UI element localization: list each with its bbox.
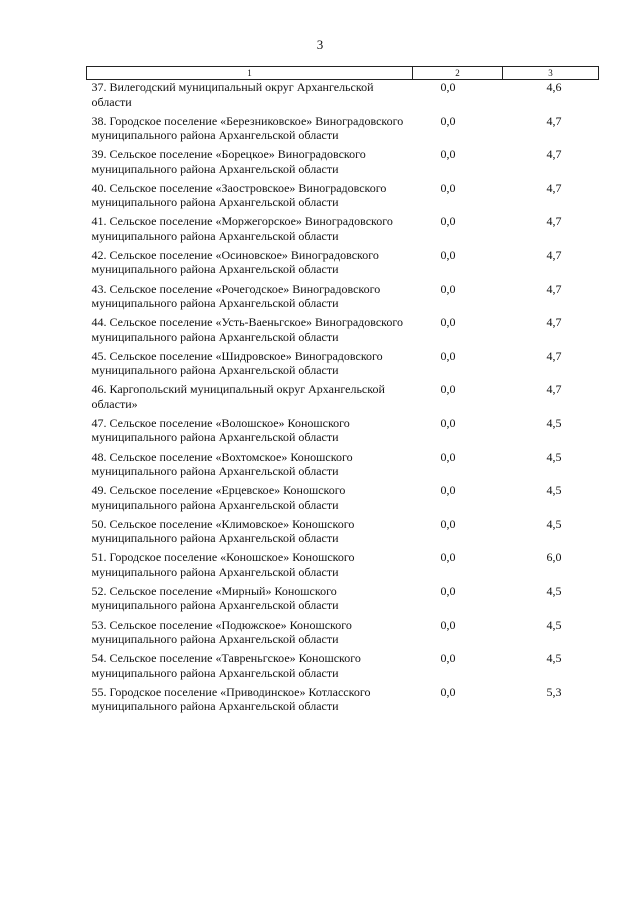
municipality-name-cell: 43. Сельское поселение «Рочегодское» Виноградовского муниципального района Архангельской области — [91, 281, 381, 311]
column-2-value-cell: 0,0 — [440, 415, 456, 430]
column-3-value-cell: 4,7 — [546, 247, 562, 262]
column-2-value-cell: 0,0 — [440, 583, 456, 598]
column-2-value-cell: 0,0 — [440, 348, 456, 363]
municipality-name-cell: 42. Сельское поселение «Осиновское» Виноградовского муниципального района Архангельской области — [91, 247, 379, 277]
table-row — [87, 349, 599, 383]
column-3-value-cell: 4,5 — [546, 449, 562, 464]
column-2-value-cell: 0,0 — [440, 113, 456, 128]
table-row — [87, 416, 599, 450]
column-2-value-cell: 0,0 — [440, 247, 456, 262]
table-row — [87, 685, 599, 719]
column-3-value-cell: 4,5 — [546, 516, 562, 531]
column-2-value-cell: 0,0 — [440, 315, 456, 330]
page-number: 3 — [316, 37, 324, 52]
municipality-name-cell: 46. Каргопольский муниципальный округ Архангельской области» — [91, 382, 385, 411]
table-row — [87, 550, 599, 584]
column-3-value-cell: 4,5 — [546, 617, 562, 632]
column-2-value-cell: 0,0 — [440, 684, 456, 699]
column-3-value-cell: 4,7 — [546, 180, 562, 195]
table-row — [87, 382, 599, 416]
column-3-value-cell: 4,7 — [546, 113, 562, 128]
municipality-name-cell: 52. Сельское поселение «Мирный» Коношского муниципального района Архангельской области — [91, 583, 339, 613]
column-2-value-cell: 0,0 — [440, 483, 456, 498]
data-table-container — [86, 66, 598, 718]
municipality-name-cell: 40. Сельское поселение «Заостровское» Виноградовского муниципального района Архангельской области — [91, 180, 387, 210]
column-3-value-cell: 4,7 — [546, 147, 562, 162]
municipality-name-cell: 48. Сельское поселение «Вохтомское» Коношского муниципального района Архангельской области — [91, 449, 353, 479]
column-2-value-cell: 0,0 — [440, 449, 456, 464]
municipality-name-cell: 47. Сельское поселение «Волошское» Коношского муниципального района Архангельской области — [91, 415, 350, 445]
municipality-name-cell: 37. Вилегодский муниципальный округ Архангельской области — [91, 80, 374, 109]
column-3-value-cell: 4,5 — [546, 483, 562, 498]
table-row — [87, 517, 599, 551]
table-row — [87, 114, 599, 148]
column-header-3: 3 — [503, 67, 599, 80]
municipality-name-cell: 45. Сельское поселение «Шидровское» Виноградовского муниципального района Архангельской области — [91, 348, 383, 378]
municipality-name-cell: 50. Сельское поселение «Климовское» Коношского муниципального района Архангельской области — [91, 516, 355, 546]
column-3-value-cell: 4,7 — [546, 348, 562, 363]
column-2-value-cell: 0,0 — [440, 214, 456, 229]
column-header-1: 1 — [87, 67, 413, 80]
column-2-value-cell: 0,0 — [440, 382, 456, 397]
column-2-value-cell: 0,0 — [440, 147, 456, 162]
column-3-value-cell: 4,7 — [546, 214, 562, 229]
municipality-name-cell: 55. Городское поселение «Приводинское» Котласского муниципального района Архангельской области — [91, 684, 371, 714]
table-row — [87, 80, 599, 114]
municipality-name-cell: 41. Сельское поселение «Моржегорское» Виноградовского муниципального района Архангельской области — [91, 214, 393, 243]
table-row — [87, 147, 599, 181]
column-3-value-cell: 4,5 — [546, 651, 562, 666]
municipality-name-cell: 49. Сельское поселение «Ерцевское» Коношского муниципального района Архангельской области — [91, 483, 346, 512]
table-row — [87, 483, 599, 517]
table-row — [87, 181, 599, 215]
municipality-name-cell: 54. Сельское поселение «Тавреньгское» Коношского муниципального района Архангельской области — [91, 651, 361, 680]
municipality-name-cell: 51. Городское поселение «Коношское» Коношского муниципального района Архангельской области — [91, 550, 355, 579]
column-2-value-cell: 0,0 — [440, 281, 456, 296]
column-2-value-cell: 0,0 — [440, 516, 456, 531]
table-header-row — [87, 67, 599, 80]
column-3-value-cell: 4,5 — [546, 415, 562, 430]
table-row — [87, 282, 599, 316]
column-2-value-cell: 0,0 — [440, 550, 456, 565]
municipality-name-cell: 38. Городское поселение «Березниковское» Виноградовского муниципального района Архангельской области — [91, 113, 404, 143]
column-3-value-cell: 6,0 — [546, 550, 562, 565]
municipality-name-cell: 44. Сельское поселение «Усть-Ваеньгское» Виноградовского муниципального района Архангельской области — [91, 315, 404, 344]
table-row — [87, 315, 599, 349]
column-2-value-cell: 0,0 — [440, 651, 456, 666]
column-2-value-cell: 0,0 — [440, 80, 456, 94]
column-2-value-cell: 0,0 — [440, 617, 456, 632]
column-3-value-cell: 4,6 — [546, 80, 562, 94]
column-3-value-cell: 4,5 — [546, 583, 562, 598]
municipality-name-cell: 53. Сельское поселение «Подюжское» Коношского муниципального района Архангельской области — [91, 617, 352, 646]
column-3-value-cell: 4,7 — [546, 382, 562, 397]
data-table — [86, 66, 599, 718]
table-header — [87, 67, 599, 80]
table-body — [87, 80, 599, 719]
column-2-value-cell: 0,0 — [440, 180, 456, 195]
municipality-name-cell: 39. Сельское поселение «Борецкое» Виноградовского муниципального района Архангельской области — [91, 147, 366, 176]
table-row — [87, 618, 599, 652]
table-row — [87, 248, 599, 282]
table-row — [87, 584, 599, 618]
column-3-value-cell: 5,3 — [546, 684, 562, 699]
column-header-2: 2 — [413, 67, 503, 80]
table-row — [87, 214, 599, 248]
table-row — [87, 651, 599, 685]
table-row — [87, 450, 599, 484]
column-3-value-cell: 4,7 — [546, 281, 562, 296]
column-3-value-cell: 4,7 — [546, 315, 562, 330]
